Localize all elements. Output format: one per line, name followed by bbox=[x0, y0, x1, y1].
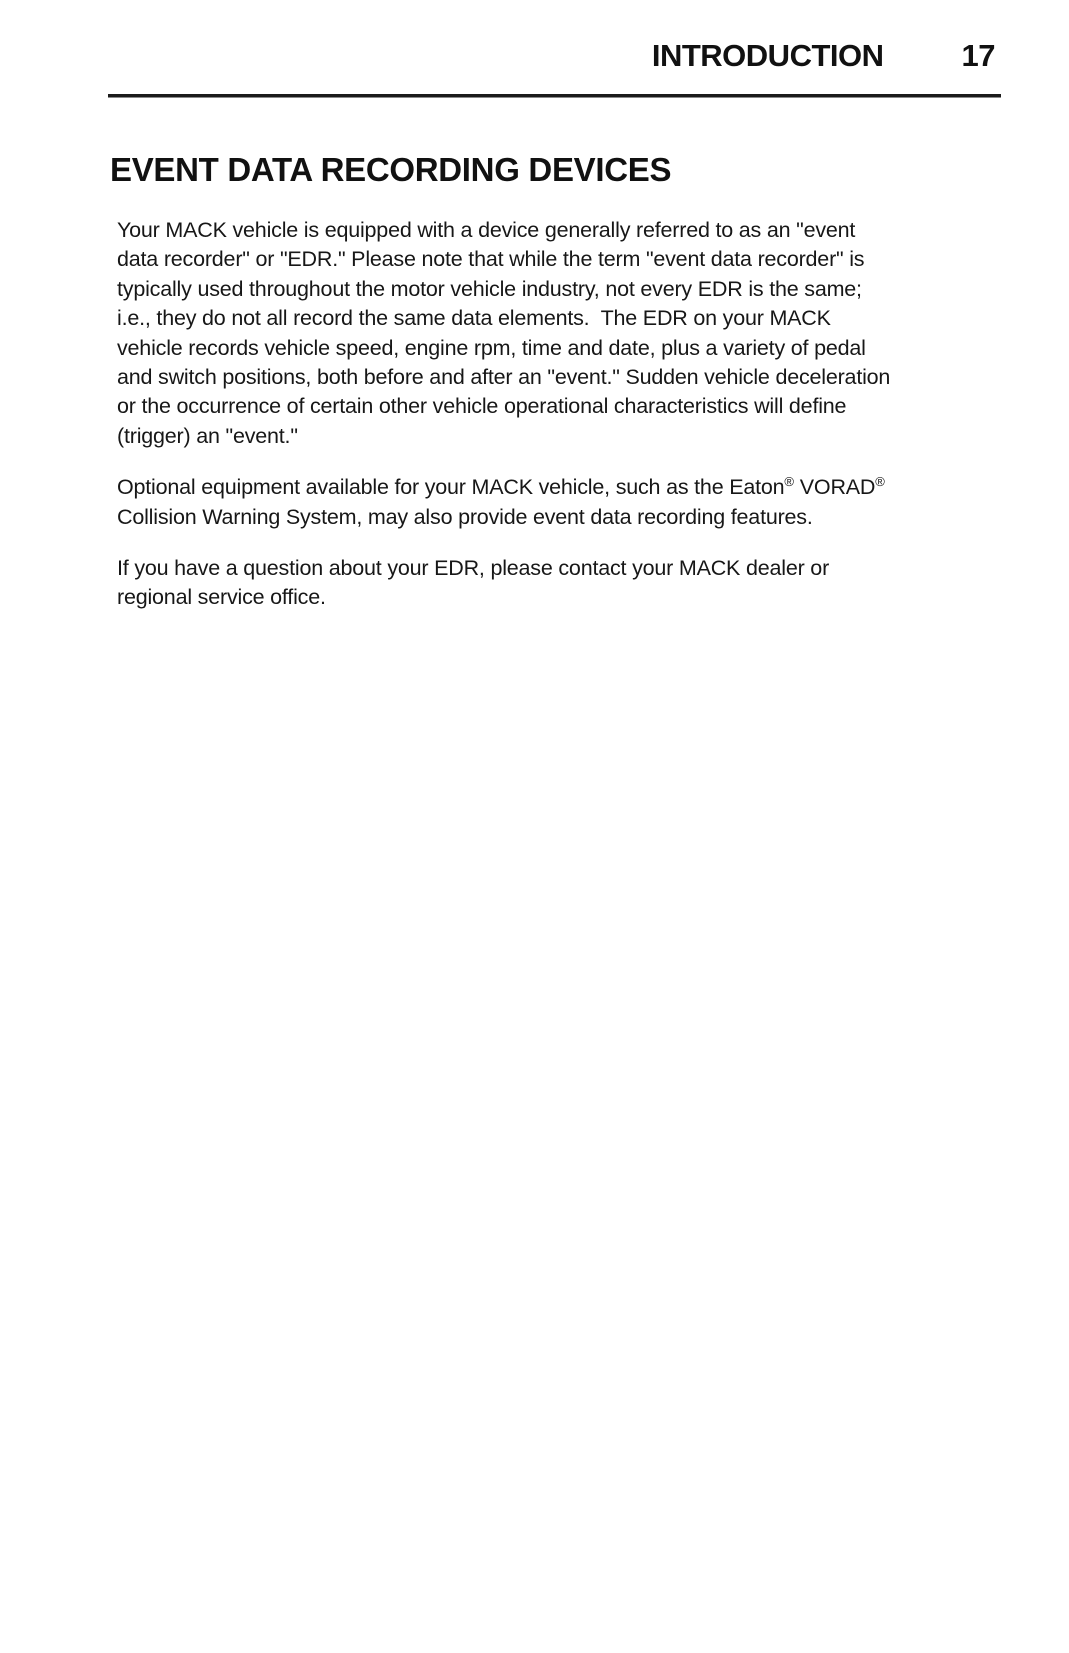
paragraph-line: Collision Warning System, may also provide event data recording features. bbox=[117, 504, 813, 529]
running-header bbox=[108, 38, 1001, 74]
section-heading: EVENT DATA RECORDING DEVICES bbox=[110, 151, 672, 188]
registered-trademark-symbol: ® bbox=[875, 474, 885, 490]
paragraph-line: regional service office. bbox=[117, 585, 326, 610]
text-segment: Optional equipment available for your MACK vehicle, such as the Eaton bbox=[117, 475, 785, 500]
page-content bbox=[108, 0, 1001, 635]
paragraph-line: (trigger) an "event." bbox=[117, 423, 298, 448]
header-rule bbox=[108, 94, 1001, 98]
paragraph-line: data recorder" or "EDR." Please note that while the term "event data recorder" is bbox=[117, 247, 865, 272]
header-page-number: 17 bbox=[961, 38, 995, 73]
paragraph-line bbox=[117, 473, 1001, 502]
paragraph-line: vehicle records vehicle speed, engine rpm, time and date, plus a variety of pedal bbox=[117, 335, 866, 360]
paragraph-contact-dealer bbox=[117, 554, 1001, 613]
paragraph-line: or the occurrence of certain other vehicle operational characteristics will define bbox=[117, 394, 847, 419]
paragraph-line: If you have a question about your EDR, please contact your MACK dealer or bbox=[117, 556, 830, 581]
paragraph-optional-equipment bbox=[117, 473, 1001, 532]
text-segment: VORAD bbox=[794, 475, 876, 500]
paragraph-line: Your MACK vehicle is equipped with a device generally referred to as an "event bbox=[117, 218, 856, 242]
header-section-title: INTRODUCTION bbox=[651, 38, 884, 73]
paragraph-line: and switch positions, both before and after an "event." Sudden vehicle deceleration bbox=[117, 365, 891, 390]
paragraph-line: typically used throughout the motor vehicle industry, not every EDR is the same; bbox=[117, 276, 862, 301]
article-body bbox=[108, 216, 1001, 613]
paragraph-edr-description bbox=[117, 216, 1001, 451]
registered-trademark-symbol: ® bbox=[784, 474, 795, 490]
paragraph-line: i.e., they do not all record the same data elements. The EDR on your MACK bbox=[117, 306, 831, 331]
